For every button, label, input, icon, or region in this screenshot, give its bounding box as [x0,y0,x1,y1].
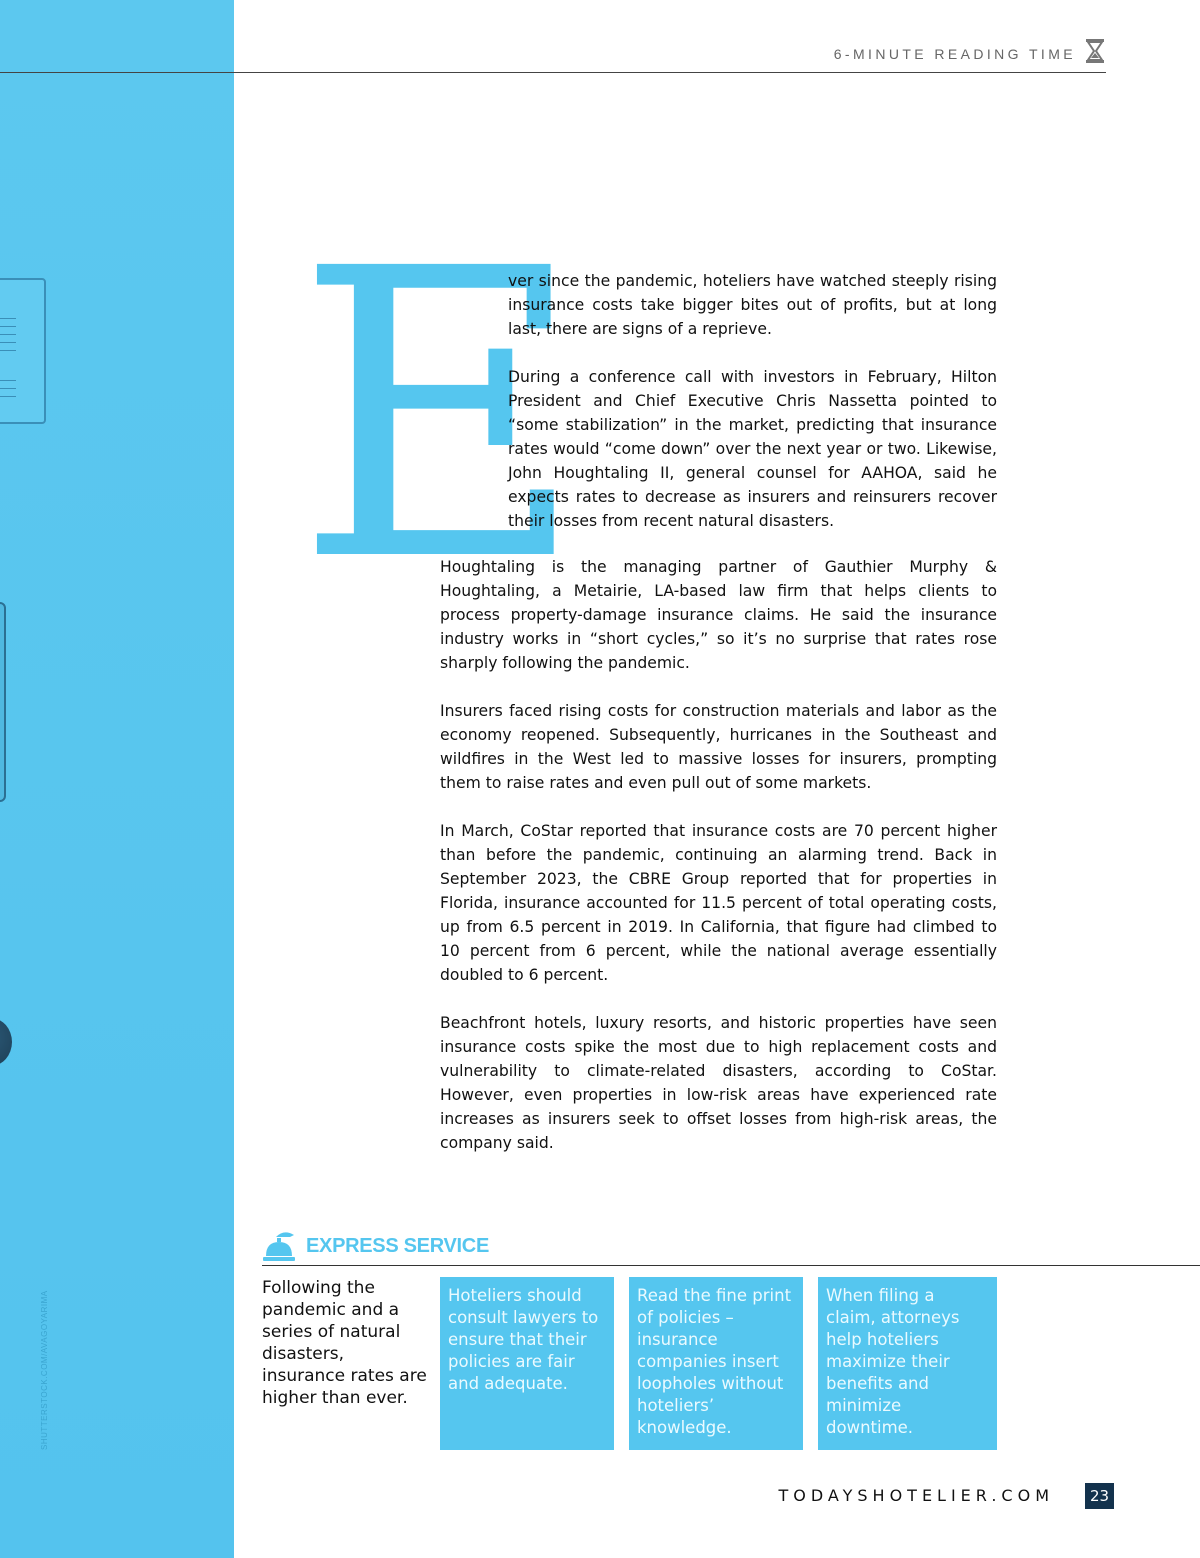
main-column [440,555,997,1179]
drop-cap: E [295,185,586,648]
article-paragraph: Insurers faced rising costs for construction materials and labor as the economy reopened. Subsequently, hurricanes in the Southeast and wildfires in the West led to massive losses for insurers, prompting them to raise rates and even pull out of some markets. [440,702,997,792]
header-rule [0,72,1106,73]
footer-site-name: TODAYSHOTELIER.COM [778,1486,1054,1505]
article-paragraph: Beachfront hotels, luxury resorts, and historic properties have seen insurance costs spike the most due to high replacement costs and vulnerability to climate-related disasters, according to CoStar. However, even properties in low-risk areas have experienced rate increases as insurers seek to offset losses from high-risk areas, the company said. [440,1014,997,1152]
hourglass-icon [1084,38,1106,64]
article-paragraph: In March, CoStar reported that insurance costs are 70 percent higher than before the pandemic, continuing an alarming trend. Back in September 2023, the CBRE Group reported that for properties in Florida, insurance accounted for 11.5 percent of total operating costs, up from 6.5 percent in 2019. In California, that figure had climbed to 10 percent from 6 percent, while the national average essentially doubled to 6 percent. [440,822,997,984]
service-bell-icon [262,1229,296,1263]
express-service-header [262,1228,489,1264]
lead-column [508,269,997,557]
express-service-title: EXPRESS SERVICE [306,1234,489,1257]
document-illustration [0,278,46,424]
tablet-illustration [0,602,6,802]
tip-box: Hoteliers should consult lawyers to ensure that their policies are fair and adequate. [440,1277,614,1450]
page-number-badge: 23 [1085,1483,1114,1509]
side-photo-panel [0,0,234,1558]
express-service-rule [262,1265,1200,1266]
express-service-intro: Following the pandemic and a series of natural disasters, insurance rates are higher than ever. [262,1278,427,1408]
photo-credit: SHUTTERSTOCK.COM/AVAGOYARIMA [40,1290,49,1450]
ring-illustration [0,1018,12,1066]
article-paragraph: During a conference call with investors in February, Hilton President and Chief Executive Chris Nassetta pointed to “some stabilization” in the market, predicting that insurance rates would “come down” over the next year or two. Likewise, John Houghtaling II, general counsel for AAHOA, said he expects rates to decrease as insurers and reinsurers recover their losses from recent natural disasters. [508,368,997,530]
tip-box: When filing a claim, attorneys help hoteliers maximize their benefits and minimize downtime. [818,1277,997,1450]
article-paragraph: Houghtaling is the managing partner of Gauthier Murphy & Houghtaling, a Metairie, LA-based law firm that helps clients to process property-damage insurance claims. He said the insurance industry works in “short cycles,” so it’s no surprise that rates rose sharply following the pandemic. [440,558,997,672]
article-paragraph: ver since the pandemic, hoteliers have watched steeply rising insurance costs take bigger bites out of profits, but at long last, there are signs of a reprieve. [508,272,997,338]
reading-time-label: 6-MINUTE READING TIME [833,46,1076,62]
tip-box: Read the fine print of policies – insurance companies insert loopholes without hoteliers’ knowledge. [629,1277,803,1450]
